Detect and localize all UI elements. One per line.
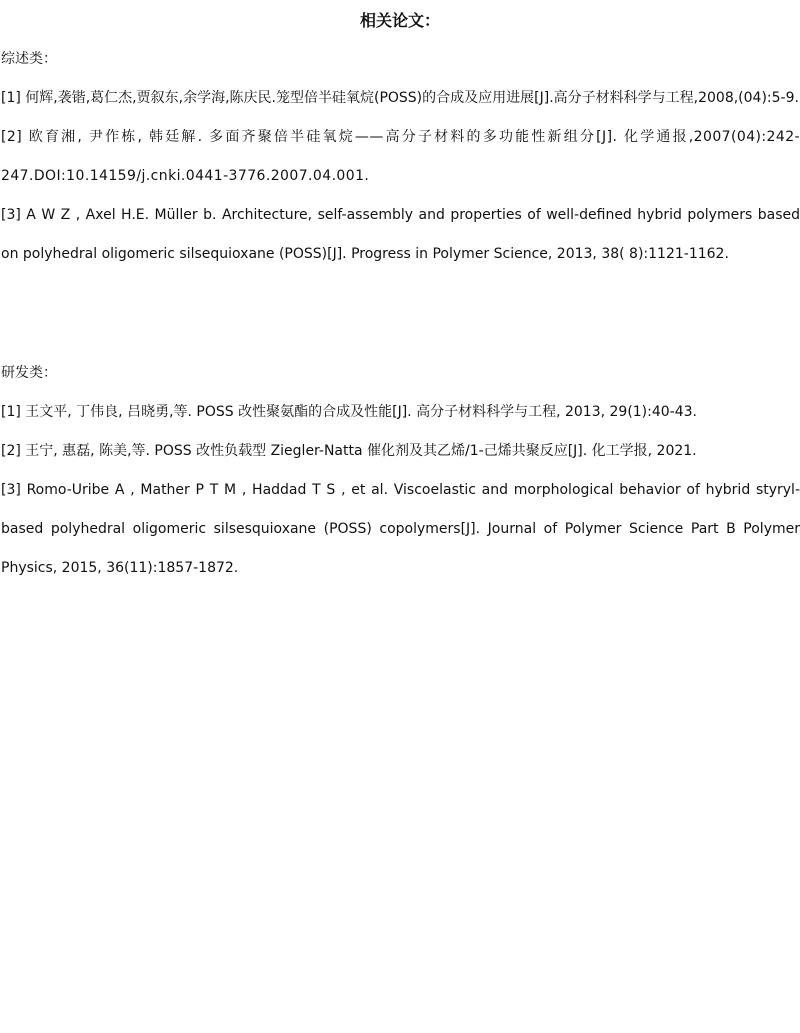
reference-item: [2] 欧育湘, 尹作栋, 韩廷解. 多面齐聚倍半硅氧烷——高分子材料的多功能性新组分[J]. 化学通报,2007(04):242-247.DOI:10.14159/j.cnki.0441-3776.2007.04.001. <box>1 129 800 184</box>
review-section <box>1 40 800 274</box>
reference-item: [3] Romo-Uribe A , Mather P T M , Haddad T S , et al. Viscoelastic and morphological behavior of hybrid styryl-based polyhedral oligomeric silsesquioxane (POSS) copolymers[J]. Journal of Polymer Science Part B Polymer Physics, 2015, 36(11):1857-1872. <box>1 482 800 576</box>
page-title: 相关论文： <box>359 11 440 30</box>
research-section <box>1 354 800 588</box>
reference-item: [1] 何辉,袭锴,葛仁杰,贾叙东,余学海,陈庆民.笼型倍半硅氧烷(POSS)的合成及应用进展[J].高分子材料科学与工程,2008,(04):5-9. <box>1 90 799 106</box>
reference-item: [1] 王文平, 丁伟良, 吕晓勇,等. POSS 改性聚氨酯的合成及性能[J]. 高分子材料科学与工程, 2013, 29(1):40-43. <box>1 404 697 420</box>
section-heading-research: 研发类： <box>1 365 57 381</box>
reference-item: [2] 王宁, 惠磊, 陈美,等. POSS 改性负载型 Ziegler-Natta 催化剂及其乙烯/1-己烯共聚反应[J]. 化工学报, 2021. <box>1 443 697 459</box>
reference-item: [3] A W Z , Axel H.E. Müller b. Architecture, self-assembly and properties of well-defined hybrid polymers based on polyhedral oligomeric silsequioxane (POSS)[J]. Progress in Polymer Science, 2013, 38( 8):1121-1162. <box>1 207 800 262</box>
section-heading-review: 综述类： <box>1 51 57 67</box>
